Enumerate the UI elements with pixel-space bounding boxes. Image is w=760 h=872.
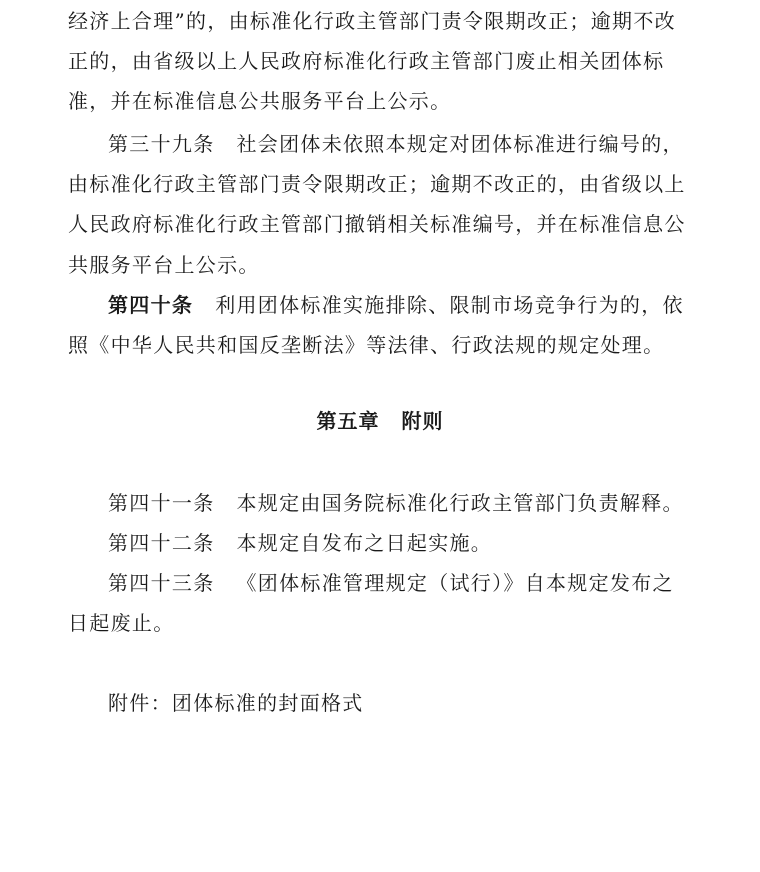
article-38-line-2: 正的，由省级以上人民政府标准化行政主管部门废止相关团体标: [68, 49, 665, 73]
chapter-name: 附则: [401, 409, 444, 433]
article-43-line-2: 日起废止。: [68, 611, 175, 635]
article-40-text-1: 利用团体标准实施排除、限制市场竞争行为的，依: [215, 293, 684, 317]
article-43-number: 第四十三条: [108, 571, 215, 595]
article-39-line-1: [108, 131, 748, 157]
article-38-line-1: 经济上合理”的，由标准化行政主管部门责令限期改正；逾期不改: [68, 9, 676, 33]
article-39-line-3: 人民政府标准化行政主管部门撤销相关标准编号，并在标准信息公: [68, 212, 686, 236]
article-39-text-1: 社会团体未依照本规定对团体标准进行编号的，: [236, 132, 684, 156]
article-38-line-3: 准，并在标准信息公共服务平台上公示。: [68, 89, 452, 113]
article-41: [108, 490, 748, 516]
article-42-text: 本规定自发布之日起实施。: [236, 531, 493, 555]
article-41-number: 第四十一条: [108, 491, 215, 515]
article-40-number: 第四十条: [108, 293, 194, 317]
article-39-line-2: 由标准化行政主管部门责令限期改正；逾期不改正的，由省级以上: [68, 172, 686, 196]
attachment-note: 附件：团体标准的封面格式: [108, 691, 364, 715]
article-42-number: 第四十二条: [108, 531, 215, 555]
article-41-text: 本规定由国务院标准化行政主管部门负责解释。: [236, 491, 684, 515]
article-39-number: 第三十九条: [108, 132, 215, 156]
article-42: [108, 530, 748, 556]
article-40-line-1: [108, 292, 748, 318]
chapter-heading: [0, 408, 760, 434]
article-40-line-2: 照《中华人民共和国反垄断法》等法律、行政法规的规定处理。: [68, 333, 665, 357]
article-43-line-1: [108, 570, 748, 596]
chapter-number: 第五章: [316, 409, 380, 433]
article-39-line-4: 共服务平台上公示。: [68, 253, 260, 277]
article-43-text-1: 《团体标准管理规定（试行）》自本规定发布之: [236, 571, 674, 595]
